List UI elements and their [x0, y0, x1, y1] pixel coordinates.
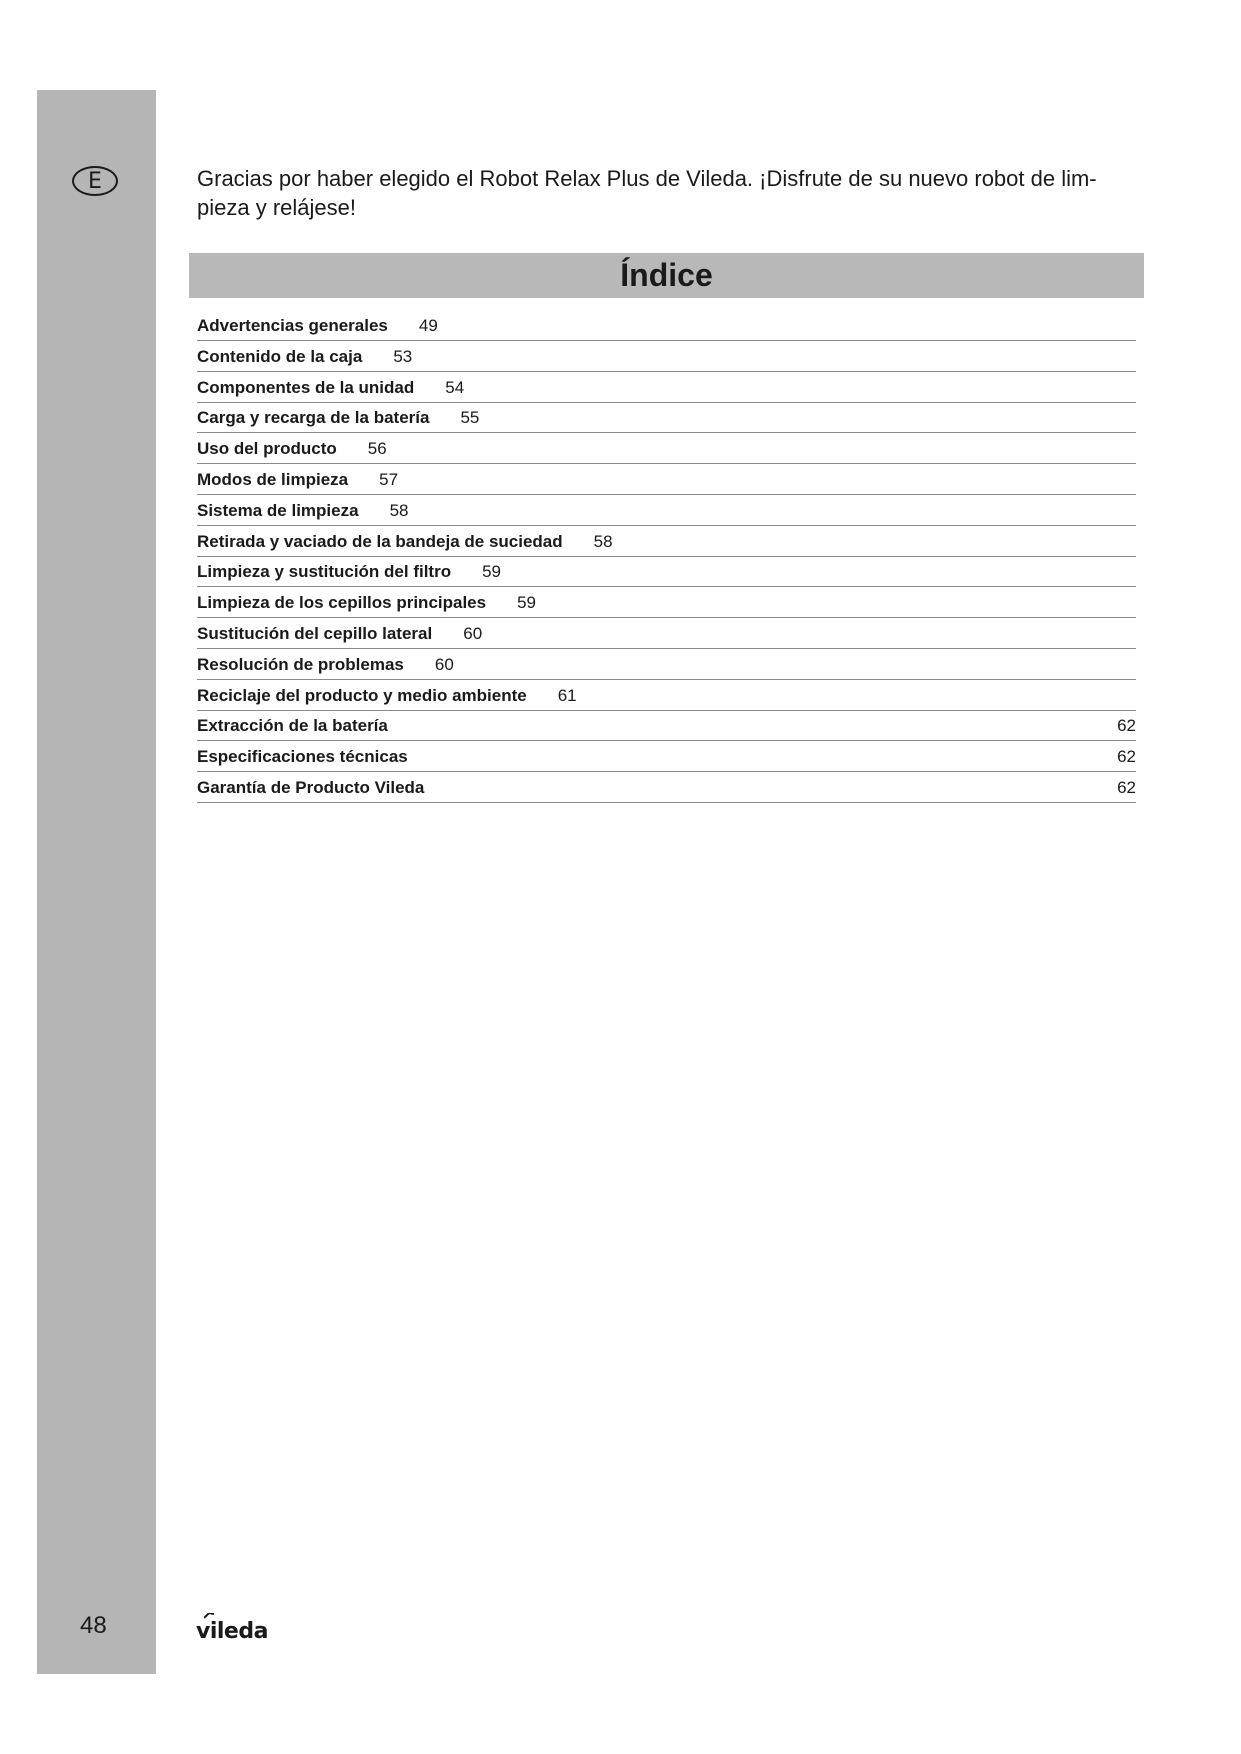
- toc-entry: [197, 712, 1136, 741]
- toc-entry: [197, 404, 1136, 433]
- toc-entry: [197, 312, 1136, 341]
- toc-entry-label: Limpieza y sustitución del filtro: [197, 562, 452, 582]
- toc-entry-page: 61: [557, 685, 577, 705]
- toc-entry: [197, 589, 1136, 618]
- toc-entry-page: 58: [593, 531, 613, 551]
- toc-entry-page: 58: [389, 500, 409, 520]
- language-badge: [72, 166, 118, 196]
- toc-entry-label: Advertencias generales: [197, 316, 388, 335]
- toc-entry: [197, 620, 1136, 649]
- toc-entry-label: Sustitución del cepillo lateral: [197, 623, 433, 643]
- toc-entry-page: 55: [460, 408, 480, 428]
- toc-entry: [197, 528, 1136, 557]
- toc-entry: [197, 497, 1136, 526]
- index-title: Índice: [620, 257, 713, 293]
- toc-entry-page: 56: [367, 439, 387, 459]
- toc-entry: [197, 466, 1136, 495]
- toc-entry-page: 59: [517, 593, 537, 613]
- toc-entry-label: Reciclaje del producto y medio ambiente: [197, 685, 527, 705]
- language-code: E: [88, 168, 102, 194]
- toc-entry-page: 53: [393, 346, 413, 366]
- toc-entry-page: 62: [1117, 747, 1136, 767]
- toc-entry-page: 57: [379, 469, 399, 489]
- page-number: 48: [80, 1612, 107, 1639]
- toc-entry-label: Sistema de limpieza: [197, 500, 359, 520]
- logo-swoosh-icon: [204, 1613, 214, 1619]
- toc-entry-label: Especificaciones técnicas: [197, 747, 408, 767]
- toc-entry: [197, 435, 1136, 464]
- toc-entry-page: 62: [1117, 716, 1136, 736]
- vileda-logo: [196, 1619, 268, 1644]
- toc-entry: [197, 558, 1136, 587]
- toc-entry-page: 60: [463, 623, 483, 643]
- toc-entry-label: Resolución de problemas: [197, 654, 404, 674]
- toc-entry-label: Uso del producto: [197, 439, 337, 459]
- toc-entry-label: Limpieza de los cepillos principales: [197, 593, 487, 613]
- toc-entry-label: Componentes de la unidad: [197, 377, 415, 397]
- toc-entry: [197, 343, 1136, 372]
- toc-entry-page: 49: [418, 316, 438, 335]
- toc-entry: [197, 651, 1136, 680]
- toc-entry: [197, 374, 1136, 403]
- index-header: [189, 253, 1144, 298]
- toc-entry-label: Extracción de la batería: [197, 716, 388, 736]
- toc-entry-page: 62: [1117, 777, 1136, 797]
- intro-text: Gracias por haber elegido el Robot Relax Plus de Vileda. ¡Disfrute de su nuevo robot de lim-pieza y relájese!: [197, 166, 1097, 220]
- table-of-contents: [197, 312, 1136, 805]
- side-bar: [37, 90, 156, 1674]
- toc-entry-page: 60: [434, 654, 454, 674]
- toc-entry-label: Modos de limpieza: [197, 469, 349, 489]
- toc-entry-label: Garantía de Producto Vileda: [197, 777, 425, 797]
- toc-entry-label: Carga y recarga de la batería: [197, 408, 430, 428]
- toc-entry-page: 59: [482, 562, 502, 582]
- logo-wordmark: vileda: [196, 1619, 268, 1644]
- toc-entry: [197, 743, 1136, 772]
- toc-entry-label: Contenido de la caja: [197, 346, 363, 366]
- toc-entry-label: Retirada y vaciado de la bandeja de suciedad: [197, 531, 563, 551]
- toc-entry: [197, 682, 1136, 711]
- toc-entry-page: 54: [445, 377, 465, 397]
- toc-entry: [197, 774, 1136, 803]
